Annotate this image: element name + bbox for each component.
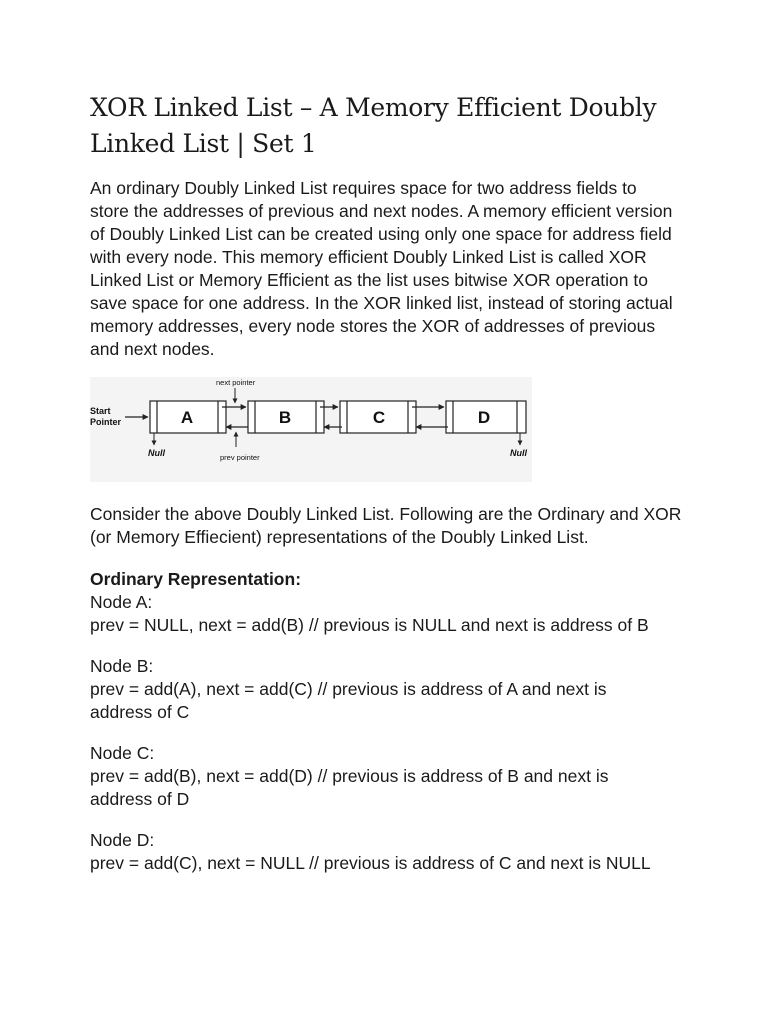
next-pointer-label: next pointer [216,378,256,387]
node-c-description-1: prev = add(B), next = add(D) // previous is address of B and next is [90,766,609,786]
null-left-label: Null [148,448,165,458]
node-d-description: prev = add(C), next = NULL // previous is address of C and next is NULL [90,853,651,873]
article [90,90,690,873]
node-c-description-2: address of D [90,789,190,809]
ordinary-representation-section [90,568,690,637]
node-c-label: C [372,408,386,427]
diagram-svg [90,377,532,482]
consider-paragraph: Consider the above Doubly Linked List. Following are the Ordinary and XOR (or Memory Effiecient) representations of the Doubly Linked List. [90,504,682,547]
node-b-description-2: address of C [90,702,190,722]
node-c [340,401,416,433]
node-a-description: prev = NULL, next = add(B) // previous is NULL and next is address of B [90,615,649,635]
node-d [446,401,526,433]
doubly-linked-list-diagram [90,377,532,482]
node-b [248,401,324,433]
start-pointer-label-2: Pointer [90,417,122,427]
node-d-section [90,829,690,875]
node-b-label: B [278,408,292,427]
node-a [150,401,226,433]
node-d-label: D [477,408,491,427]
prev-pointer-label: prev pointer [220,453,260,462]
node-d-heading: Node D: [90,830,155,850]
node-b-section [90,655,690,724]
null-right-label: Null [510,448,527,458]
node-a-label: A [180,408,194,427]
intro-paragraph: An ordinary Doubly Linked List requires space for two address fields to store the addresses of previous and next nodes. A memory efficient version of Doubly Linked List can be created using only one space for address field with every node. This memory efficient Doubly Linked List is called XOR Linked List or Memory Efficient as the list uses bitwise XOR operation to save space for one address. In the XOR linked list, instead of storing actual memory addresses, every node stores the XOR of addresses of previous and next nodes. [90,178,673,359]
start-pointer-label-1: Start [90,406,111,416]
node-b-description-1: prev = add(A), next = add(C) // previous is address of A and next is [90,679,607,699]
article-title-line-1: XOR Linked List – A Memory Efficient Doubly [90,93,657,122]
article-title [90,90,690,162]
article-title-line-2: Linked List | Set 1 [90,129,317,158]
node-b-heading: Node B: [90,656,154,676]
node-c-heading: Node C: [90,743,155,763]
section-heading: Ordinary Representation: [90,569,302,589]
node-a-heading: Node A: [90,592,153,612]
node-c-section [90,742,690,811]
